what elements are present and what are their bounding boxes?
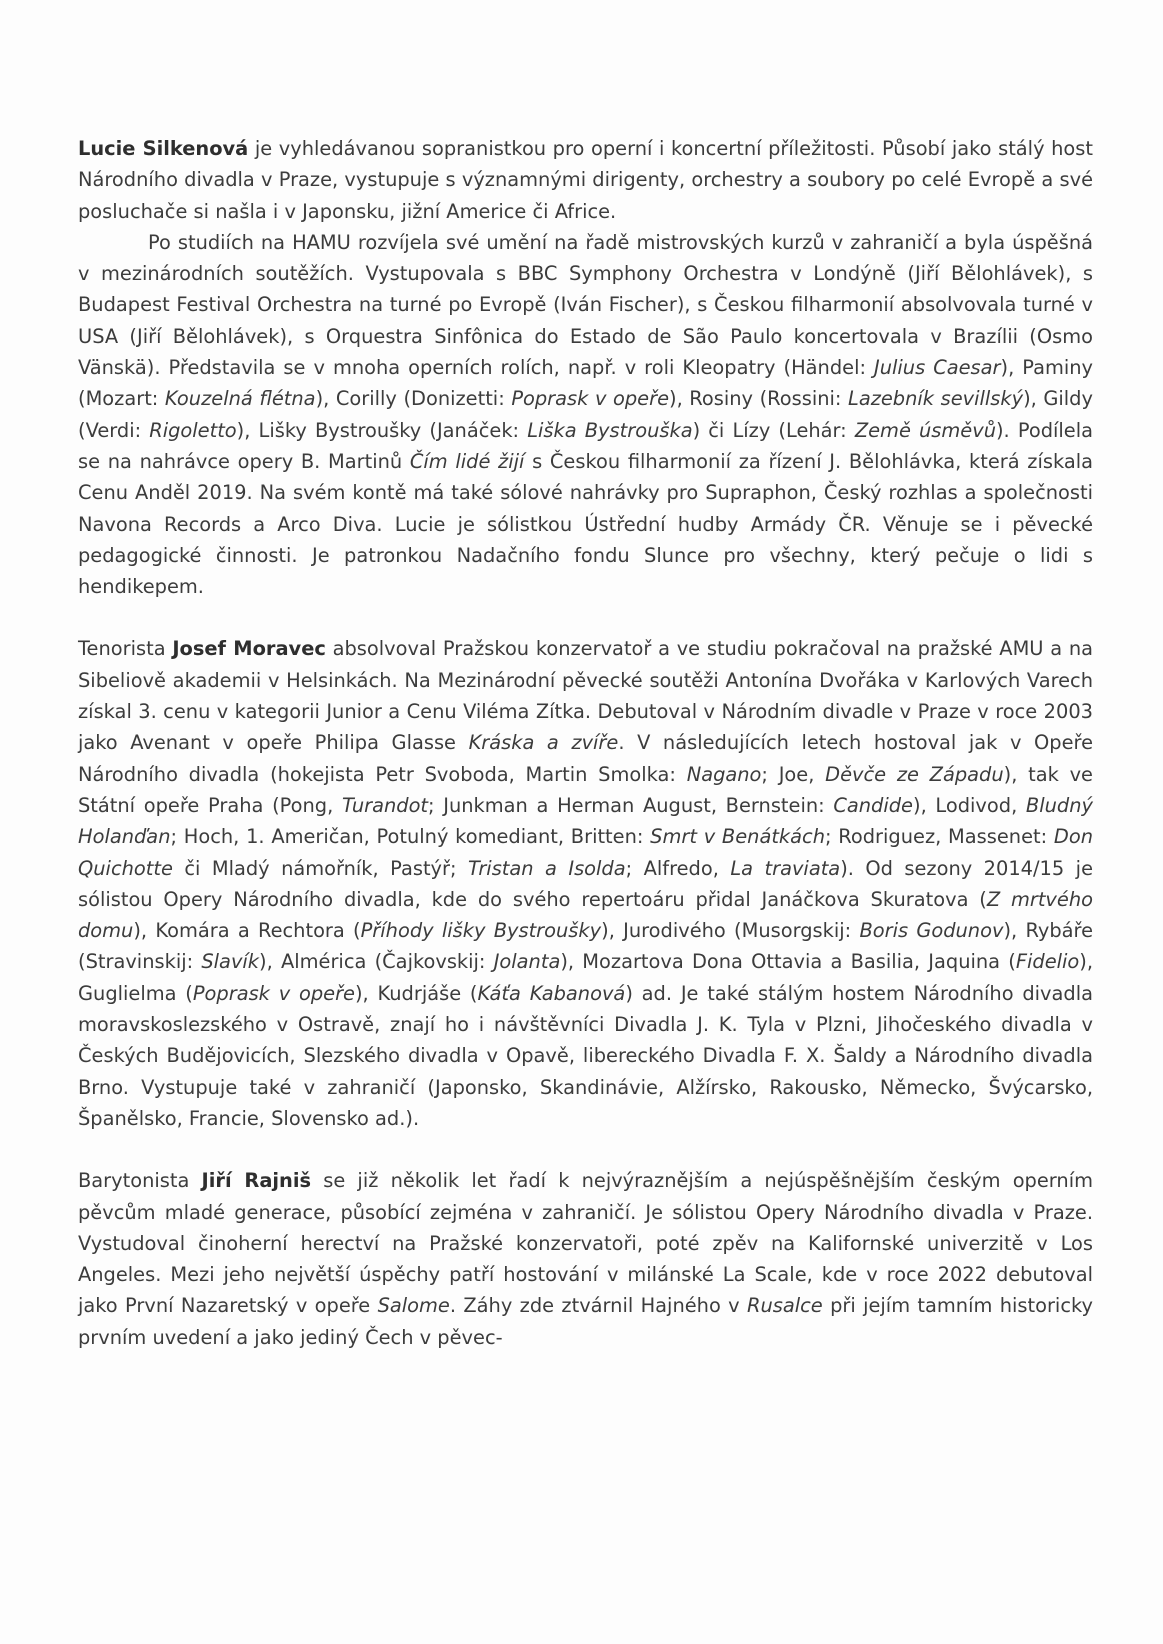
body-text: s Českou filharmonií za řízení J. Bělohlávka, která získala Cenu Anděl 2019. Na svém kontě má také sólové nahrávky pro Supraphon, Český rozhlas a společnosti Navona Records a Arco Diva. Lucie je sólistkou Ústřední hudby Armády ČR. Věnuje se i pěvecké pedagogické činnosti. Je patronkou Nadačního fondu Slunce pro všechny, který pečuje o lidi s hendikepem. <box>78 449 1093 599</box>
work-title: Boris Godunov <box>859 919 1004 943</box>
biography-section <box>78 633 1093 1134</box>
body-text: při jejím tamním historicky prvním uvedení a jako jediný Čech v pěvec- <box>78 1294 1093 1349</box>
work-title: Candide <box>833 793 913 817</box>
body-text: se již několik let řadí k nejvýraznějším a nejúspěšnějším českým operním pěvcům mladé generace, působící zejména v zahraničí. Je sólistou Opery Národního divadla v Praze. Vystudoval činoherní herectví na Pražské konzervatoři, poté zpěv na Kalifornské univerzitě v Los Angeles. Mezi jeho největší úspěchy patří hostování v milánské La Scale, kde v roce 2022 debutoval jako První Nazaretský v opeře <box>78 1169 1093 1318</box>
work-title: Příhody lišky Bystroušky <box>360 919 602 943</box>
body-text: ), Almérica (Čajkovskij: <box>259 950 494 974</box>
singer-name: Jiří Rajniš <box>201 1169 312 1193</box>
work-title: Z mrtvého domu <box>78 887 1093 943</box>
work-title: Rigoletto <box>149 418 237 442</box>
work-title: Tristan a Isolda <box>468 856 626 880</box>
body-text: ), Jurodivého (Musorgskij: <box>601 919 860 943</box>
body-text: ), Corilly (Donizetti: <box>315 387 512 411</box>
biography-paragraph <box>78 1165 1093 1353</box>
body-text: či Mladý námořník, Pastýř; <box>172 856 468 880</box>
work-title: La traviata <box>730 856 841 880</box>
work-title: Jolanta <box>493 950 561 974</box>
biography-section <box>78 133 1093 602</box>
body-text: ), Rybáře (Stravinskij: <box>78 919 1093 974</box>
biography-section <box>78 1165 1093 1353</box>
biography-paragraph <box>78 633 1093 1134</box>
body-text: ) ad. Je také stálým hostem Národního divadla moravskoslezského v Ostravě, znají ho i návštěvníci Divadla J. K. Tyla v Plzni, Jihočeského divadla v Českých Budějovicích, Slezského divadla v Opavě, libereckého Divadla F. X. Šaldy a Národního divadla Brno. Vystupuje také v zahraničí (Japonsko, Skandinávie, Alžírsko, Rakousko, Německo, Švýcarsko, Španělsko, Francie, Slovensko ad.). <box>78 981 1093 1130</box>
body-text: ), Lišky Bystroušky (Janáček: <box>236 418 528 442</box>
body-text: ; Junkman a Herman August, Bernstein: <box>428 793 834 817</box>
body-text: ; Hoch, 1. Američan, Potulný komediant, Britten: <box>170 825 651 849</box>
body-text: ). Podílela se na nahrávce opery B. Martinů <box>78 418 1093 473</box>
work-title: Slavík <box>201 950 260 974</box>
work-title: Kouzelná flétna <box>164 387 316 411</box>
body-text: . V následujících letech hostoval jak v Opeře Národního divadla (hokejista Petr Svoboda, Martin Smolka: <box>78 731 1094 786</box>
work-title: Poprask v opeře <box>192 981 355 1005</box>
work-title: Bludný Holanďan <box>78 793 1093 849</box>
body-text: Po studiích na HAMU rozvíjela své umění na řadě mistrovských kurzů v zahraničí a byla úspěšná v mezinárodních soutěžích. Vystupovala s BBC Symphony Orchestra v Londýně (Jiří Bělohlávek), s Budapest Festival Orchestra na turné po Evropě (Iván Fischer), s Českou filharmonií absolvovala turné v USA (Jiří Bělohlávek), s Orquestra Sinfônica do Estado de São Paulo koncertovala v Brazílii (Osmo Vänskä). Představila se v mnoha operních rolích, např. v roli Kleopatry (Händel: <box>78 230 1093 380</box>
biography-list <box>78 133 1093 1353</box>
work-title: Don Quichotte <box>78 825 1093 880</box>
work-title: Lazebník sevillský <box>848 387 1024 411</box>
body-text: Barytonista <box>78 1169 202 1193</box>
work-title: Kráska a zvíře <box>468 731 619 755</box>
body-text: ), Rosiny (Rossini: <box>669 387 849 411</box>
work-title: Země úsměvů <box>854 418 996 442</box>
body-text: . Záhy zde ztvárnil Hajného v <box>449 1294 747 1318</box>
work-title: Smrt v Benátkách <box>650 825 825 849</box>
body-text: je vyhledávanou sopranistkou pro operní i koncertní příležitosti. Působí jako stálý host Národního divadla v Praze, vystupuje s významnými dirigenty, orchestry a soubory po celé Evropě a své posluchače si našla i v Japonsku, jižní Americe či Africe. <box>78 137 1093 223</box>
body-text: Tenorista <box>78 637 173 661</box>
body-text: ; Alfredo, <box>625 856 731 880</box>
body-text: absolvoval Pražskou konzervatoř a ve studiu pokračoval na pražské AMU a na Sibeliově akademii v Helsinkách. Na Mezinárodní pěvecké soutěži Antonína Dvořáka v Karlových Varech získal 3. cenu v kategorii Junior a Cenu Viléma Zítka. Debutoval v Národním divadle v Praze v roce 2003 jako Avenant v opeře Philipa Glasse <box>78 637 1093 755</box>
body-text: ), Komára a Rechtora ( <box>133 919 361 943</box>
work-title: Turandot <box>341 793 429 817</box>
work-title: Nagano <box>686 762 762 786</box>
biography-paragraph <box>78 133 1093 227</box>
work-title: Poprask v opeře <box>511 387 669 411</box>
body-text: ), Paminy (Mozart: <box>78 356 1094 411</box>
singer-name: Josef Moravec <box>172 637 326 661</box>
work-title: Salome <box>377 1294 450 1318</box>
body-text: ) či Lízy (Lehár: <box>692 418 855 442</box>
work-title: Julius Caesar <box>874 356 1001 380</box>
body-text: ), tak ve Státní opeře Praha (Pong, <box>78 762 1093 817</box>
singer-name: Lucie Silkenová <box>78 137 249 160</box>
work-title: Káťa Kabanová <box>477 981 626 1005</box>
body-text: ; Rodriguez, Massenet: <box>825 825 1054 849</box>
work-title: Fidelio <box>1015 950 1080 974</box>
work-title: Rusalce <box>747 1294 823 1318</box>
work-title: Čím lidé žijí <box>409 449 525 473</box>
body-text: ), Lodivod, <box>913 793 1026 817</box>
body-text: ; Joe, <box>761 762 826 786</box>
body-text: ), Guglielma ( <box>78 950 1094 1005</box>
work-title: Děvče ze Západu <box>825 762 1004 786</box>
body-text: ), Mozartova Dona Ottavia a Basilia, Jaquina ( <box>560 950 1016 974</box>
body-text: ). Od sezony 2014/15 je sólistou Opery Národního divadla, kde do svého repertoáru přidal Janáčkova Skuratova ( <box>78 856 1093 911</box>
biography-paragraph <box>78 227 1093 603</box>
body-text: ), Kudrjáše ( <box>354 981 478 1005</box>
body-text: ), Gildy (Verdi: <box>78 387 1093 442</box>
work-title: Liška Bystrouška <box>527 418 693 442</box>
